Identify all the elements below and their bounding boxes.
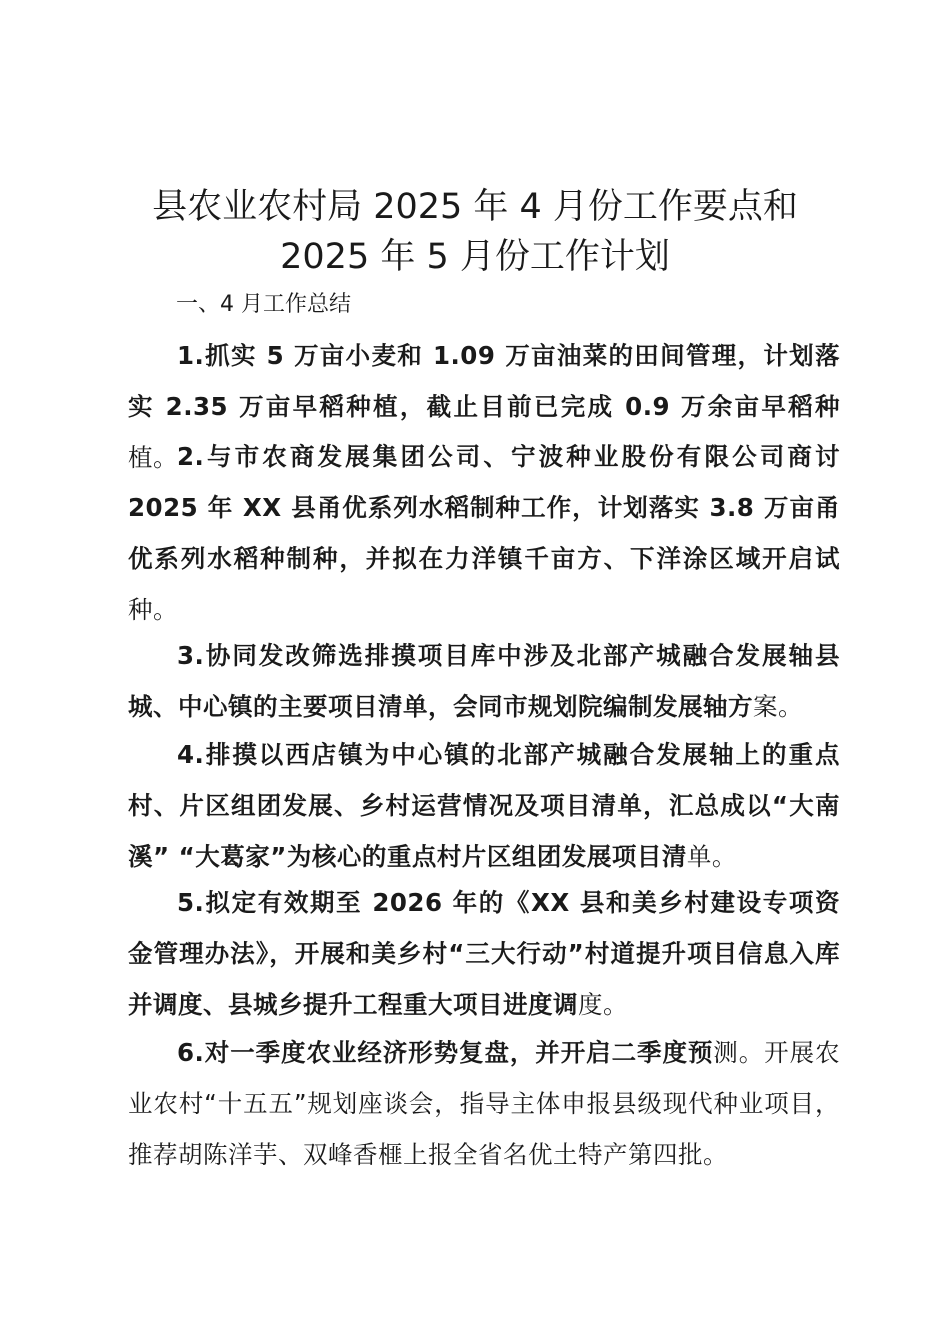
paragraph-2-bold: 2.与市农商发展集团公司、宁波种业股份有限公司商讨 2025 年 XX 县甬优系列水稻制种工作，计划落实 3.8 万亩甬优系列水稻种制种，并拟在力洋镇千亩方、下洋涂区域开启试 <box>128 442 840 573</box>
paragraph-4-bold: 4.排摸以西店镇为中心镇的北部产城融合发展轴上的重点村、片区组团发展、乡村运营情况及项目清单，汇总成以“大南溪” “大葛家”为核心的重点村片区组团发展项目清 <box>128 740 840 871</box>
paragraph-5 <box>128 877 840 1030</box>
paragraph-5-normal: 度。 <box>578 990 628 1019</box>
paragraph-6-normal: 测。开展农业农村“十五五”规划座谈会，指导主体申报县级现代种业项目，推荐胡陈洋芋、双峰香榧上报全省名优土特产第四批。 <box>128 1038 840 1169</box>
paragraph-2 <box>128 431 840 635</box>
document-title-line-1: 县农业农村局 2025 年 4 月份工作要点和 <box>152 187 798 227</box>
paragraph-6-bold: 6.对一季度农业经济形势复盘，并开启二季度预 <box>177 1038 714 1067</box>
section-heading: 一、4 月工作总结 <box>176 292 351 317</box>
paragraph-1-bold: 1.抓实 5 万亩小麦和 1.09 万亩油菜的田间管理，计划落实 2.35 万亩早稻种植，截止目前已完成 0.9 万余亩早稻种 <box>128 341 840 421</box>
paragraph-5-bold: 5.拟定有效期至 2026 年的《XX 县和美乡村建设专项资金管理办法》，开展和美乡村“三大行动”村道提升项目信息入库并调度、县城乡提升工程重大项目进度调 <box>128 888 840 1019</box>
paragraph-3 <box>128 630 840 732</box>
paragraph-1-normal: 植。 <box>128 443 178 472</box>
paragraph-3-normal: 案。 <box>753 692 803 721</box>
paragraph-3-bold: 3.协同发改筛选排摸项目库中涉及北部产城融合发展轴县城、中心镇的主要项目清单，会同市规划院编制发展轴方 <box>128 641 840 721</box>
document-title-line-2: 2025 年 5 月份工作计划 <box>280 237 670 277</box>
paragraph-6 <box>128 1027 840 1180</box>
paragraph-2-normal: 种。 <box>128 595 178 624</box>
paragraph-4-normal: 单。 <box>686 842 737 871</box>
paragraph-4 <box>128 729 840 882</box>
